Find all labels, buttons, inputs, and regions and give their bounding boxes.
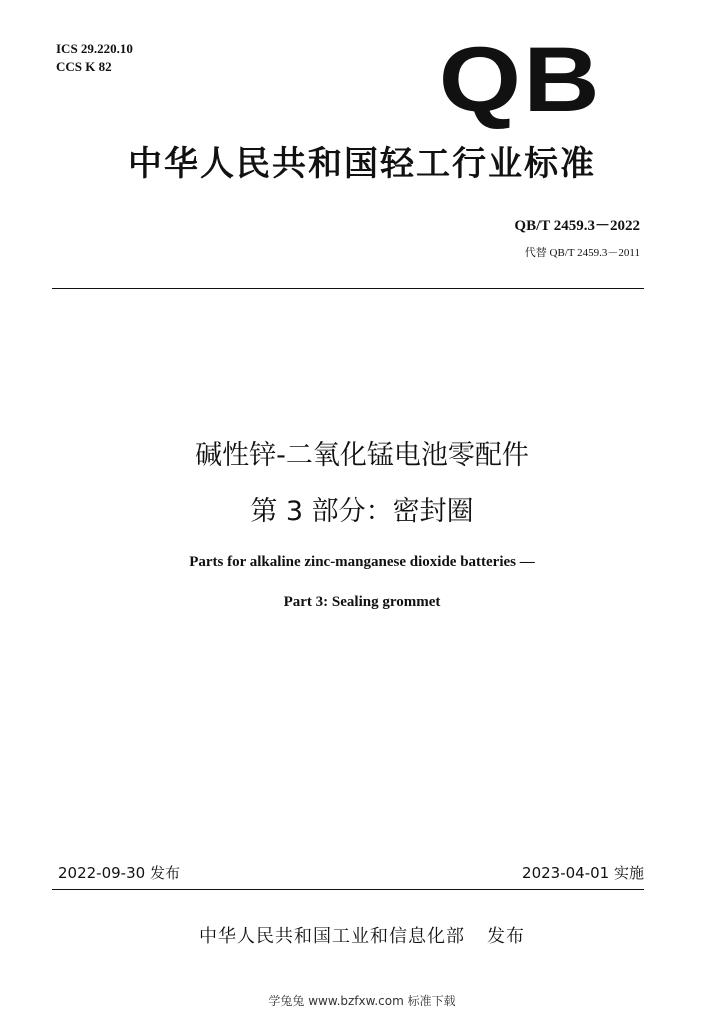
replaces-standard: 代替 QB/T 2459.3－2011 [524, 247, 640, 259]
title-en-line2: Part 3: Sealing grommet [283, 594, 441, 610]
implement-date: 2023-04-01 实施 [522, 864, 644, 882]
ccs-code: CCS K 82 [56, 59, 112, 74]
title-cn-line1: 碱性锌-二氧化锰电池零配件 [195, 440, 529, 471]
issuer [0, 922, 724, 948]
title-en-line1: Parts for alkaline zinc-manganese dioxide batteries — [189, 554, 535, 570]
bottom-divider [52, 889, 644, 890]
qb-logo: QB [438, 29, 602, 131]
classification-codes [56, 40, 133, 76]
footer-watermark: 学兔兔 www.bzfxw.com 标准下载 [268, 994, 456, 1008]
issuer-action: 发布 [487, 926, 525, 947]
top-divider [52, 288, 644, 289]
standard-org-title: 中华人民共和国轻工行业标准 [128, 144, 596, 184]
title-cn-line2: 第 3 部分：密封圈 [250, 496, 474, 527]
standard-number: QB/T 2459.3－2022 [514, 218, 640, 234]
ics-code: ICS 29.220.10 [56, 41, 133, 56]
issuer-name: 中华人民共和国工业和信息化部 [199, 926, 465, 947]
publish-date: 2022-09-30 发布 [58, 864, 180, 882]
